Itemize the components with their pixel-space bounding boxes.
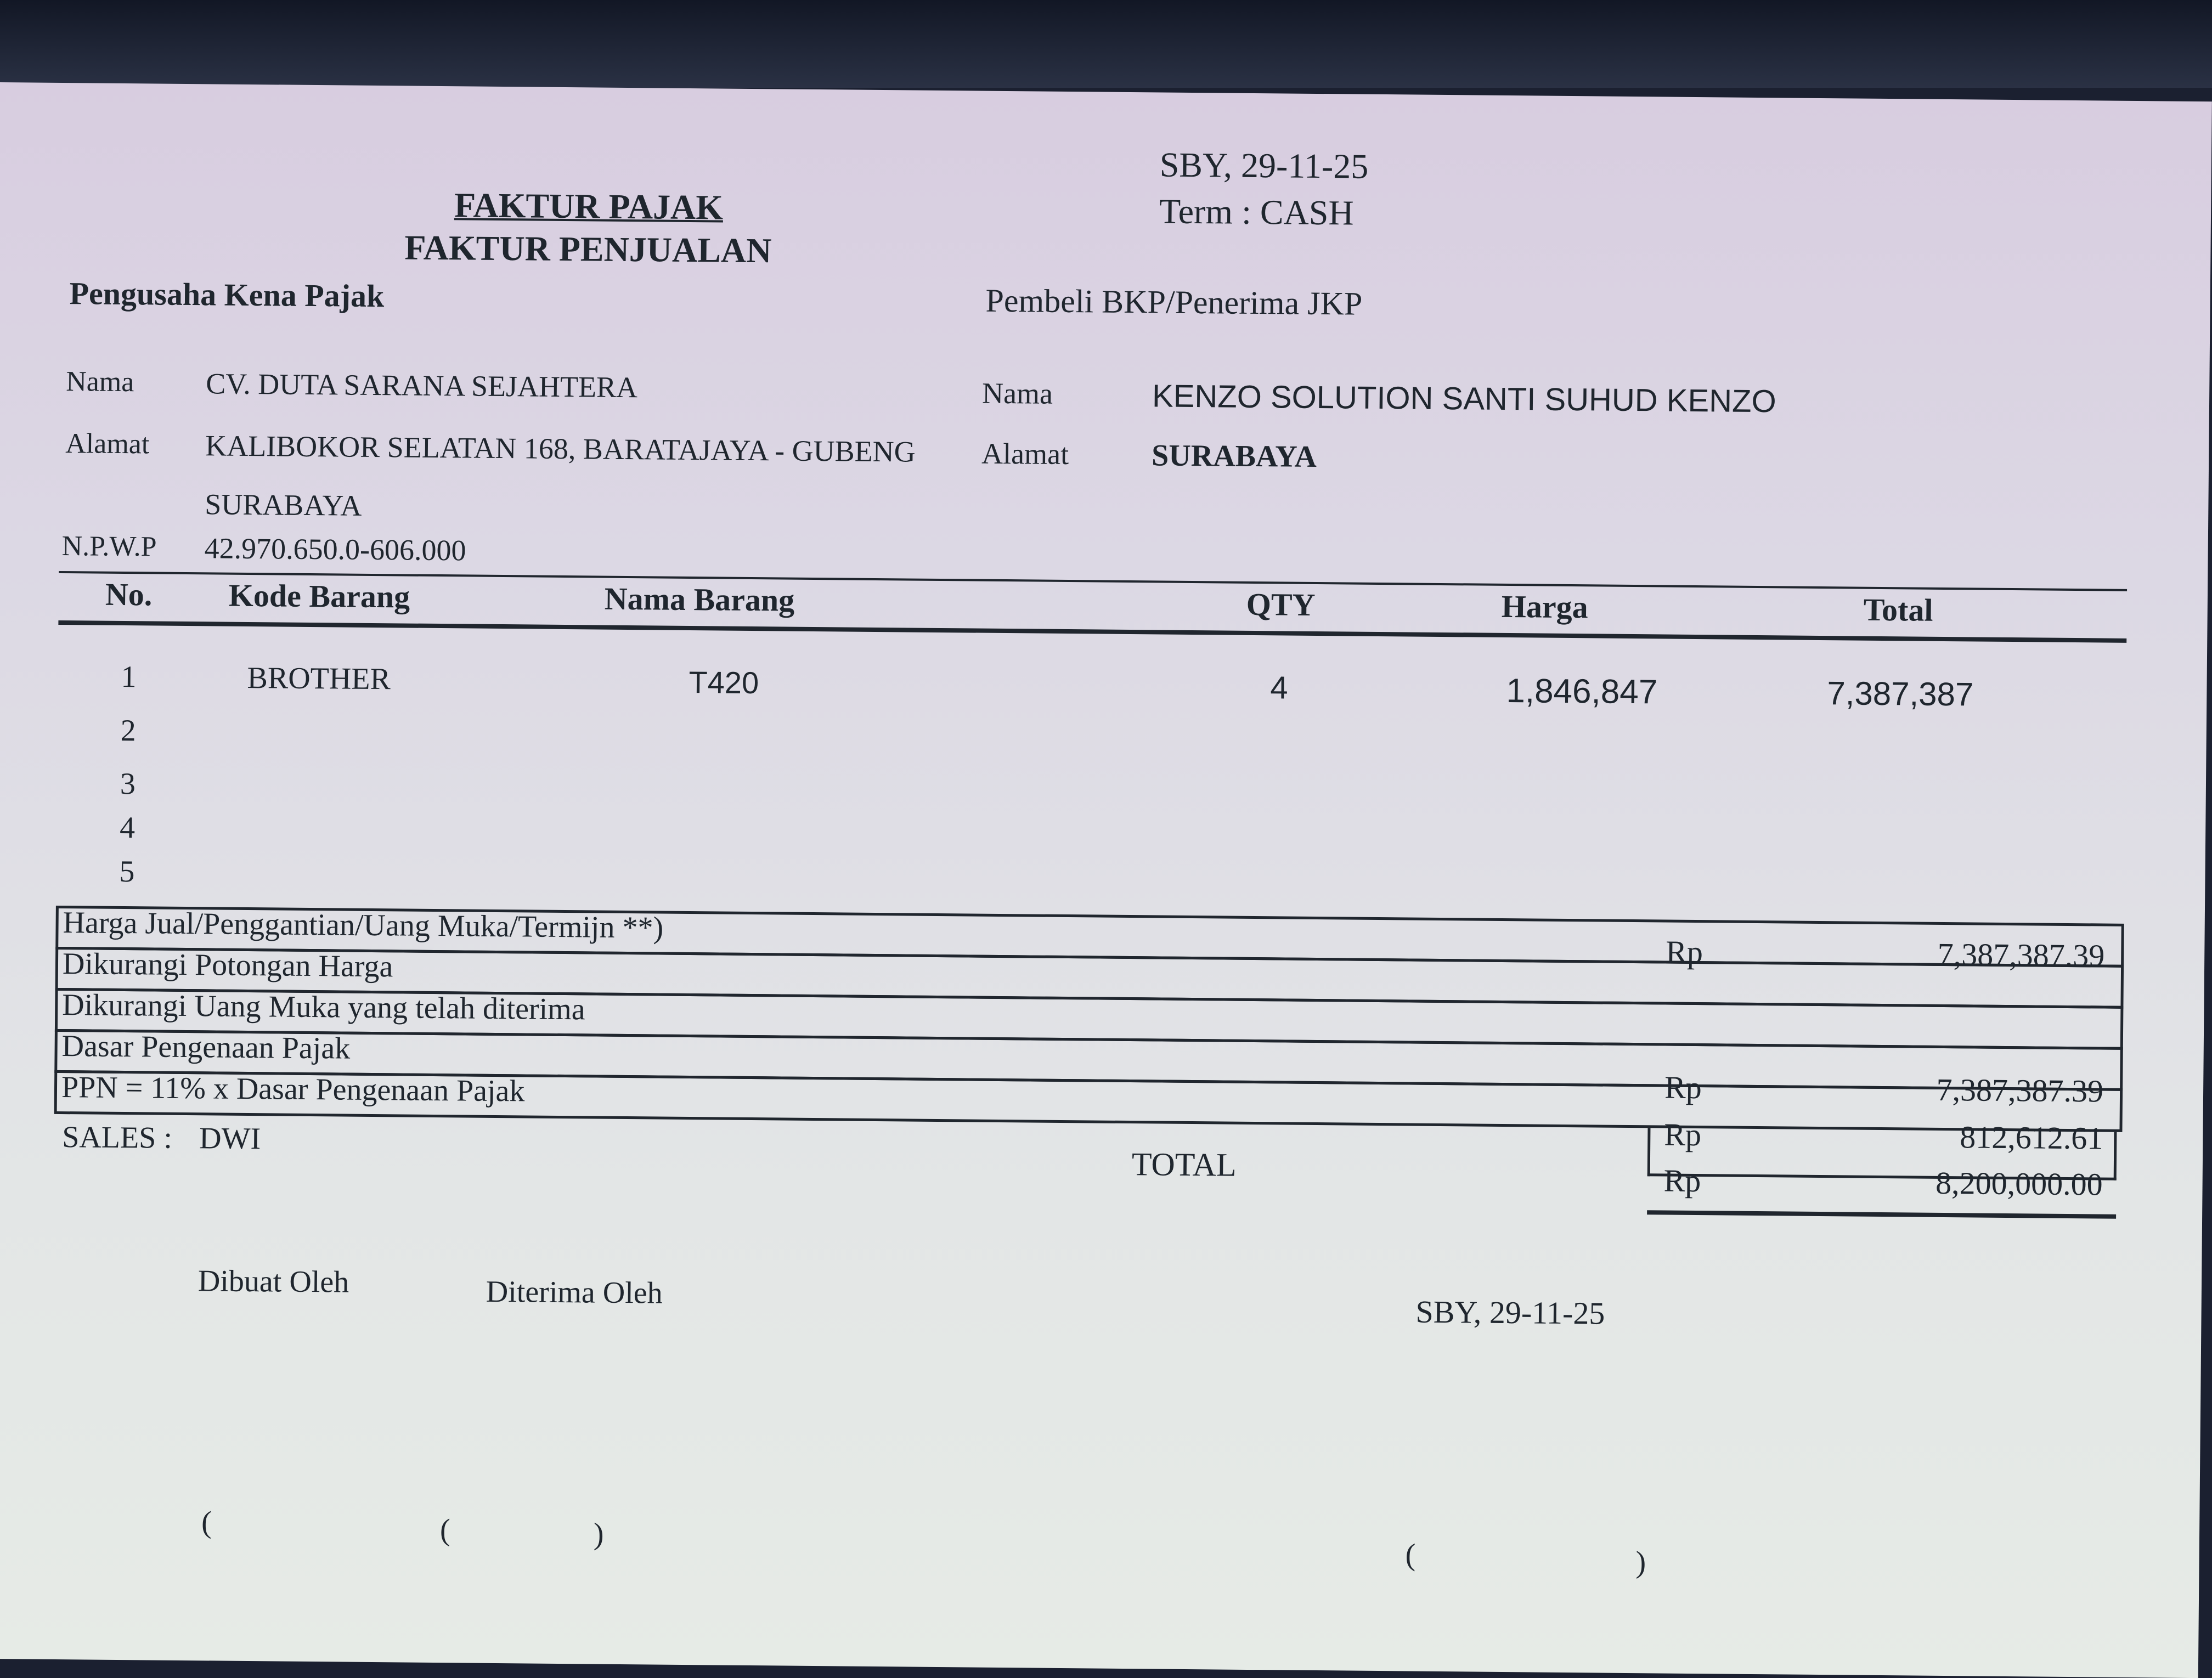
rp-dpp: Rp	[1664, 1069, 1702, 1106]
npwp-label: N.P.W.P	[61, 530, 157, 563]
seller-heading: Pengusaha Kena Pajak	[69, 275, 385, 314]
row-qty: 4	[1270, 670, 1289, 706]
buyer-alamat: SURABAYA	[1151, 438, 1317, 474]
header-term: Term : CASH	[1159, 191, 1354, 233]
table-header-rule	[58, 620, 2126, 643]
summary-ppn-label: PPN = 11% x Dasar Pengenaan Pajak	[61, 1070, 525, 1109]
col-header-harga: Harga	[1501, 588, 1588, 625]
header-place-date: SBY, 29-11-25	[1159, 145, 1369, 186]
seller-nama-label: Nama	[65, 366, 134, 398]
amount-ppn: 812,612.61	[1960, 1119, 2103, 1156]
buyer-alamat-label: Alamat	[981, 437, 1069, 471]
row-no: 4	[119, 810, 136, 845]
signature-bracket-close: )	[593, 1517, 604, 1551]
col-header-nama: Nama Barang	[604, 580, 795, 618]
amount-dpp: 7,387,387.39	[1936, 1071, 2104, 1109]
total-underline	[1647, 1210, 2116, 1218]
invoice-page	[0, 82, 2212, 1678]
rp-total: Rp	[1663, 1162, 1701, 1199]
summary-uang-muka-label: Dikurangi Uang Muka yang telah diterima	[62, 988, 585, 1027]
amount-total: 8,200,000.00	[1935, 1165, 2103, 1202]
summary-potongan-label: Dikurangi Potongan Harga	[62, 947, 393, 984]
amount-harga-jual: 7,387,387.39	[1937, 936, 2105, 974]
diterima-oleh-label: Diterima Oleh	[486, 1274, 663, 1310]
row-total: 7,387,387	[1827, 675, 1974, 713]
signature-bracket-close: )	[1635, 1545, 1646, 1580]
col-header-kode: Kode Barang	[228, 577, 410, 615]
seller-alamat-label: Alamat	[65, 428, 150, 460]
row-harga: 1,846,847	[1506, 672, 1658, 711]
row-no: 3	[120, 766, 136, 801]
title-faktur-penjualan: FAKTUR PENJUALAN	[404, 228, 772, 270]
sales-name: DWI	[199, 1121, 261, 1156]
row-kode: BROTHER	[247, 660, 391, 697]
rp-ppn: Rp	[1664, 1116, 1702, 1153]
title-faktur-pajak: FAKTUR PAJAK	[454, 185, 724, 227]
monitor-bezel	[0, 0, 2212, 88]
row-no: 1	[121, 659, 137, 694]
buyer-heading: Pembeli BKP/Penerima JKP	[985, 282, 1363, 322]
row-nama: T420	[689, 664, 759, 700]
buyer-nama: KENZO SOLUTION SANTI SUHUD KENZO	[1152, 378, 1776, 420]
signature-bracket-open: (	[439, 1513, 450, 1547]
buyer-nama-label: Nama	[981, 376, 1053, 410]
sales-label: SALES :	[61, 1120, 173, 1155]
col-header-no: No.	[105, 576, 153, 613]
dibuat-oleh-label: Dibuat Oleh	[198, 1264, 349, 1300]
row-no: 5	[119, 854, 135, 889]
seller-alamat-line1: KALIBOKOR SELATAN 168, BARATAJAYA - GUBENG	[205, 429, 916, 468]
summary-harga-jual-label: Harga Jual/Penggantian/Uang Muka/Termijn **)	[63, 906, 664, 945]
npwp-value: 42.970.650.0-606.000	[204, 532, 466, 567]
row-no: 2	[120, 713, 136, 748]
summary-dpp-label: Dasar Pengenaan Pajak	[61, 1029, 351, 1066]
col-header-total: Total	[1863, 591, 1933, 628]
col-header-qty: QTY	[1246, 586, 1316, 623]
signature-bracket-open: (	[201, 1505, 212, 1540]
seller-nama: CV. DUTA SARANA SEJAHTERA	[205, 367, 638, 404]
rp-harga-jual: Rp	[1666, 934, 1703, 970]
seller-alamat-line2: SURABAYA	[205, 488, 362, 522]
total-label: TOTAL	[1131, 1146, 1237, 1183]
signature-place-date: SBY, 29-11-25	[1415, 1293, 1605, 1331]
signature-bracket-open: (	[1405, 1538, 1416, 1572]
